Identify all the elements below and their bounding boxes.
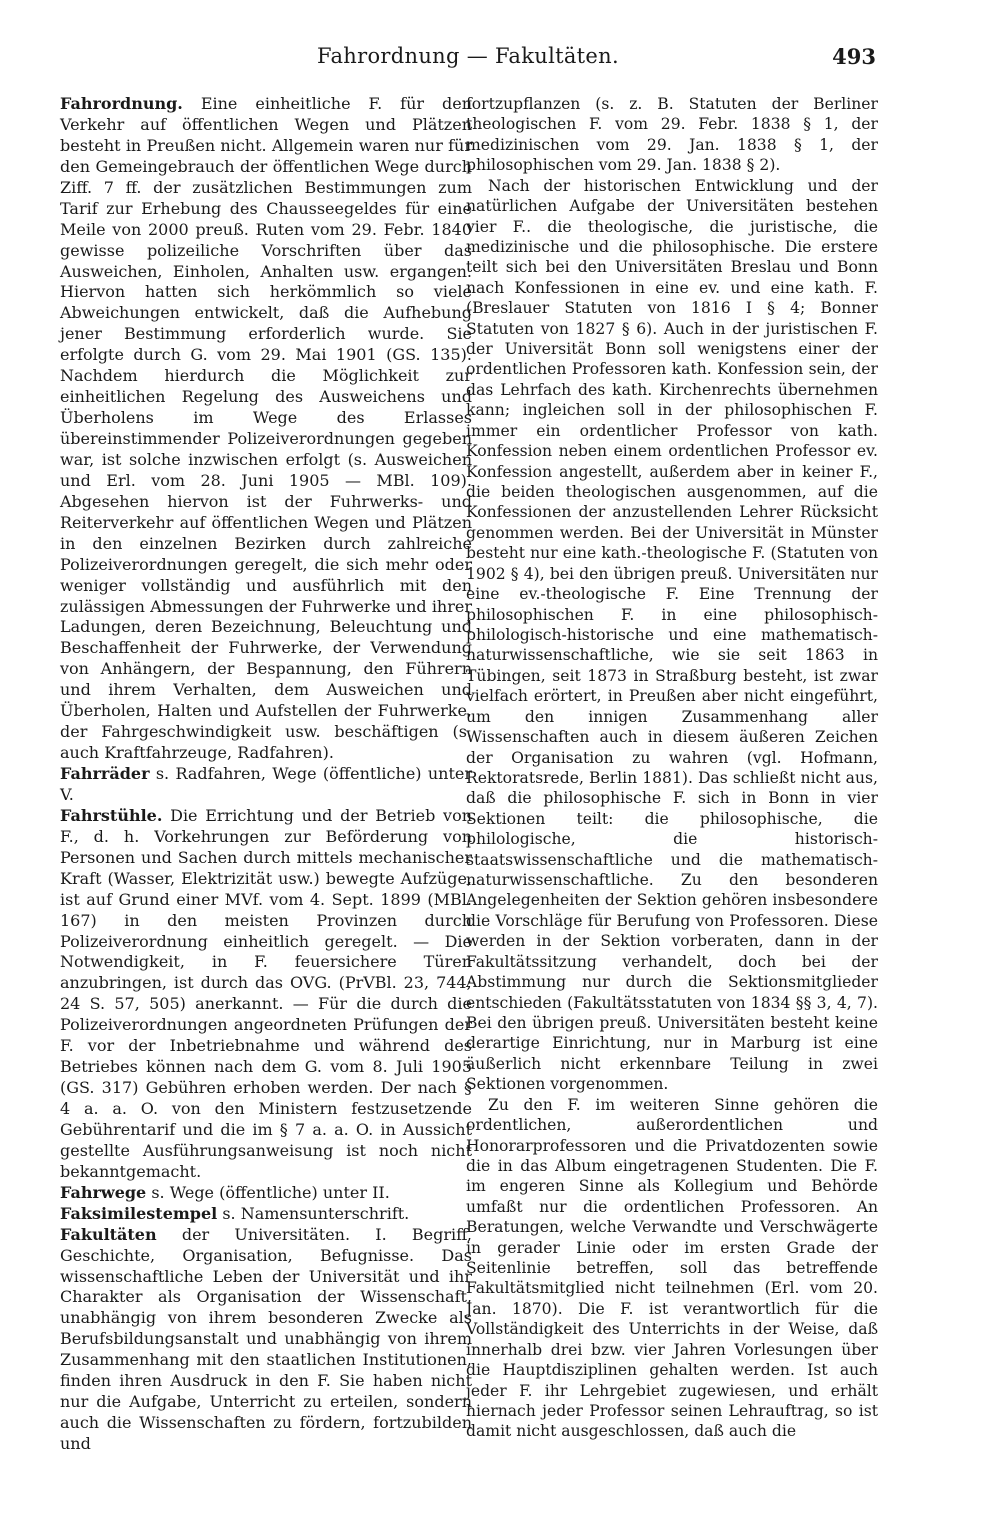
entry-headword: Fakultäten (60, 1224, 157, 1244)
entry-headword: Fahrräder (60, 764, 150, 783)
entry-text: s. Radfahren, Wege (öffentliche) unter V. (60, 764, 472, 804)
entry-text: Eine einheitliche F. für den Verkehr auf öffentlichen Wegen und Plätzen besteht in Preußen nicht. Allgemein waren nur für den Gemeingebrauch der öffentlichen Wege durch Ziff. 7 ff. der zusätzlichen Bestimmungen zum Tarif zur Erhebung des Chausseegeldes für eine Meile von 2000 preuß. Ruten vom 29. Febr. 1840 gewisse polizeiliche Vorschriften über das Ausweichen, Einholen, Anhalten usw. ergangen. Hiervon hatten sich herkömmlich so viele Abweichungen entwickelt, daß die Aufhebung jener Bestimmung erforderlich wurde. Sie erfolgte durch G. vom 29. Mai 1901 (GS. 135). Nachdem hierdurch die Möglichkeit zur einheitlichen Regelung des Ausweichens und Überholens im Wege des Erlasses übereinstimmender Polizeiverordnungen gegeben war, ist solche inzwischen erfolgt (s. Ausweichen und Erl. vom 28. Juni 1905 — MBl. 109). Abgesehen hiervon ist der Fuhrwerks- und Reiterverkehr auf öffentlichen Wegen und Plätzen in den einzelnen Bezirken durch zahlreiche Polizeiverordnungen geregelt, die sich mehr oder weniger vollständig und ausführlich mit den zulässigen Abmessungen der Fuhrwerke und ihrer Ladungen, deren Bezeichnung, Beleuchtung und Beschaffenheit der Fuhrwerke, der Verwendung von Anhängern, der Bespannung, den Führern und ihrem Verhalten, dem Ausweichen und Überholen, Halten und Aufstellen der Fuhrwerke, der Fahrgeschwindigkeit usw. beschäftigen (s. auch Kraftfahrzeuge, Radfahren). (60, 94, 472, 763)
entry-text: Die Errichtung und der Betrieb von F., d. h. Vorkehrungen zur Beförderung von Personen und Sachen durch mittels mechanischer Kraft (Wasser, Elektrizität usw.) bewegte Aufzüge, ist auf Grund einer MVf. vom 4. Sept. 1899 (MBl. 167) in den meisten Provinzen durch Polizeiverordnung einheitlich geregelt. — Die Notwendigkeit, in F. feuersichere Türen anzubringen, ist durch das OVG. (PrVBl. 23, 744; 24 S. 57, 505) anerkannt. — Für die durch die Polizeiverordnungen angeordneten Prüfungen der F. vor der Inbetriebnahme und während des Betriebes können nach dem G. vom 8. Juli 1905 (GS. 317) Gebühren erhoben werden. Der nach § 4 a. a. O. von den Ministern festzusetzende Gebührentarif und die im § 7 a. a. O. in Aussicht gestellte Ausführungsanweisung ist noch nicht bekanntgemacht. (60, 805, 472, 1181)
entry-text: der Universitäten. I. Begriff, Geschichte, Organisation, Befugnisse. Das wissenschaftliche Leben der Universität und ihr Charakter als Organisation der Wissenschaft, unabhängig von ihrem besonderen Zwecke als Berufsbildungsanstalt und unabhängig von ihrem Zusammenhang mit den staatlichen Institutionen, finden ihren Ausdruck in den F. Sie haben nicht nur die Aufgabe, Unterricht zu erteilen, sondern auch die Wissenschaften zu fördern, fortzubilden und (60, 1224, 472, 1453)
paragraph-faculties-members: Zu den F. im weiteren Sinne gehören die ordentlichen, außerordentlichen und Honorarprofessoren und die Privatdozenten sowie die in das Album eingetragenen Studenten. Die F. im engeren Sinne als Kollegium und Behörde umfaßt nur die ordentlichen Professoren. An Beratungen, welche Verwandte und Verschwägerte in gerader Linie oder im ersten Grade der Seitenlinie betreffen, soll das betreffende Fakultätsmitglied nicht teilnehmen (Erl. vom 20. Jan. 1870). Die F. ist verantwortlich für die Vollständigkeit des Unterrichts in der Weise, daß innerhalb drei bzw. vier Jahren Vorlesungen über die Hauptdisziplinen gehalten werden. Ist auch jeder F. ihr Lehrgebiet zugewiesen, und erhält hiernach jeder Professor seinen Lehrauftrag, so ist damit nicht ausgeschlossen, daß auch die (466, 1095, 878, 1441)
entry-text: s. Wege (öffentliche) unter II. (146, 1182, 390, 1202)
paragraph-continuation: fortzupflanzen (s. z. B. Statuten der Berliner theologischen F. vom 29. Febr. 1838 § 1, der medizinischen vom 29. Jan. 1838 § 1, der philosophischen vom 29. Jan. 1838 § 2). (466, 95, 878, 175)
left-column (60, 94, 472, 1455)
entry-fahrwege (60, 1183, 472, 1204)
entry-fahrordnung (60, 94, 472, 764)
entry-fahrraeder (60, 764, 472, 806)
running-head (60, 44, 876, 74)
entry-headword: Fahrordnung. (60, 94, 183, 113)
entry-text: s. Namensunterschrift. (217, 1203, 410, 1223)
paragraph-faculties-history: Nach der historischen Entwicklung und der natürlichen Aufgabe der Universitäten bestehen vier F.. die theologische, die juristische, die medizinische und die philosophische. Die erstere teilt sich bei den Universitäten Breslau und Bonn nach Konfessionen in eine ev. und eine kath. F. (Breslauer Statuten von 1816 I § 4; Bonner Statuten von 1827 § 6). Auch in der juristischen F. der Universität Bonn soll wenigstens einer der ordentlichen Professoren kath. Konfession sein, der das Lehrfach des kath. Kirchenrechts übernehmen kann; ingleichen soll in der philosophischen F. immer ein ordentlicher Professor von kath. Konfession neben einem ordentlichen Professor ev. Konfession angestellt, außerdem aber in keiner F., die beiden theologischen ausgenommen, auf die Konfessionen der anzustellenden Lehrer Rücksicht genommen werden. Bei der Universität in Münster besteht nur eine kath.-theologische F. (Statuten von 1902 § 4), bei den übrigen preuß. Universitäten nur eine ev.-theologische F. Eine Trennung der philosophischen F. in eine philosophisch-philologisch-historische und eine mathematisch-naturwissenschaftliche, wie sie seit 1863 in Tübingen, seit 1873 in Straßburg besteht, ist zwar vielfach erörtert, in Preußen aber nicht eingeführt, um den innigen Zusammenhang aller Wissenschaften auch in diesem äußeren Zeichen der Organisation zu wahren (vgl. Hofmann, Rektoratsrede, Berlin 1881). Das schließt nicht aus, daß die philosophische F. sich in Bonn in vier Sektionen teilt: die philosophische, die philologische, die historisch-staatswissenschaftliche und die mathematisch-naturwissenschaftliche. Zu den besonderen Angelegenheiten der Sektion gehören insbesondere die Vorschläge für Berufung von Professoren. Diese werden in der Sektion vorberaten, dann in der Fakultätssitzung verhandelt, doch bei der Abstimmung nur durch die Sektionsmitglieder entschieden (Fakultätsstatuten von 1834 §§ 3, 4, 7). Bei den übrigen preuß. Universitäten besteht keine derartige Einrichtung, nur in Marburg ist eine äußerlich nicht erkennbare Teilung in zwei Sektionen vorgenommen. (466, 176, 878, 1094)
entry-headword: Fahrwege (60, 1182, 147, 1202)
entry-headword: Faksimilestempel (60, 1203, 218, 1223)
page-number: 493 (832, 44, 876, 69)
entry-faksimilestempel (60, 1204, 472, 1225)
right-column (466, 94, 878, 1442)
entry-fahrstuehle (60, 806, 472, 1183)
entry-fakultaeten (60, 1225, 472, 1455)
running-title: Fahrordnung — Fakultäten. (317, 44, 619, 68)
entry-headword: Fahrstühle. (60, 805, 163, 825)
